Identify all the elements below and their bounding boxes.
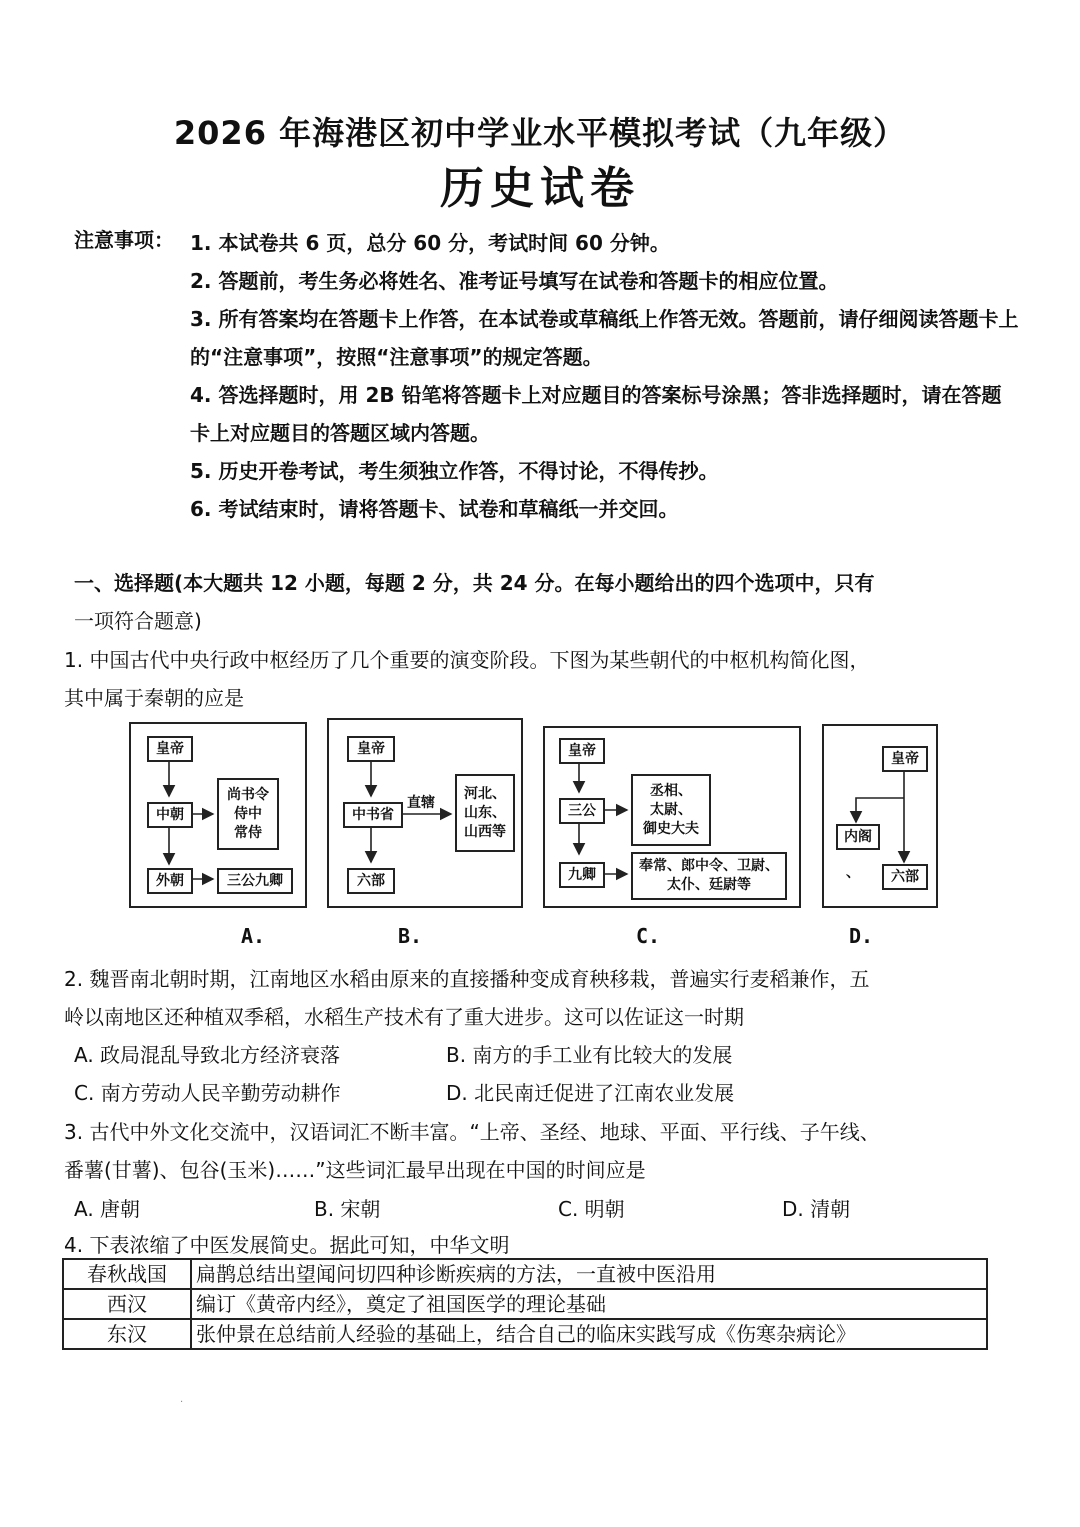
notice-item-5: 5. 历史开卷考试，考生须独立作答，不得讨论，不得传抄。 bbox=[190, 459, 719, 483]
q2-stem-line2: 岭以南地区还种植双季稻，水稻生产技术有了重大进步。这可以佐证这一时期 bbox=[64, 1005, 744, 1029]
notice-label: 注意事项： bbox=[74, 228, 174, 252]
c-nine-ministers-box: 九卿 bbox=[559, 862, 605, 888]
q3-option-c: C. 明朝 bbox=[558, 1197, 625, 1221]
b-ministries-box: 六部 bbox=[347, 868, 395, 894]
c-three-dukes-box: 三公 bbox=[559, 798, 605, 824]
c-emperor-box: 皇帝 bbox=[559, 738, 605, 764]
exam-subtitle: 历史试卷 bbox=[440, 163, 640, 214]
diagram-d bbox=[822, 724, 938, 908]
q2-option-b: B. 南方的手工业有比较大的发展 bbox=[446, 1043, 733, 1067]
notice-item-1: 1. 本试卷共 6 页，总分 60 分，考试时间 60 分钟。 bbox=[190, 231, 670, 255]
q3-option-b: B. 宋朝 bbox=[314, 1197, 381, 1221]
period-cell: 春秋战国 bbox=[63, 1259, 191, 1289]
q4-stem: 4. 下表浓缩了中医发展简史。据此可知，中华文明 bbox=[64, 1233, 510, 1257]
table-row bbox=[63, 1259, 987, 1289]
a-emperor-box: 皇帝 bbox=[147, 736, 193, 762]
q2-option-a: A. 政局混乱导致北方经济衰落 bbox=[74, 1043, 341, 1067]
table-row bbox=[63, 1289, 987, 1319]
option-d-letter: D. bbox=[849, 924, 874, 948]
footer-mark: . bbox=[180, 1394, 184, 1405]
option-a-letter: A. bbox=[241, 924, 266, 948]
q2-stem-line1: 2. 魏晋南北朝时期，江南地区水稻由原来的直接播种变成育秧移栽，普遍实行麦稻兼作，五 bbox=[64, 967, 870, 991]
medicine-history-table bbox=[62, 1258, 988, 1350]
q3-option-a: A. 唐朝 bbox=[74, 1197, 141, 1221]
table-row bbox=[63, 1319, 987, 1349]
period-cell: 西汉 bbox=[63, 1289, 191, 1319]
d-mark: 、 bbox=[846, 865, 860, 881]
q3-option-d: D. 清朝 bbox=[782, 1197, 851, 1221]
notice-item-2: 2. 答题前，考生务必将姓名、准考证号填写在试卷和答题卡的相应位置。 bbox=[190, 269, 839, 293]
b-direct-label: 直辖 bbox=[407, 795, 435, 811]
d-emperor-box: 皇帝 bbox=[882, 746, 928, 772]
diagram-a bbox=[129, 722, 307, 908]
q2-option-c: C. 南方劳动人民辛勤劳动耕作 bbox=[74, 1081, 341, 1105]
option-b-letter: B. bbox=[398, 924, 423, 948]
section-heading-line1: 一、选择题(本大题共 12 小题，每题 2 分，共 24 分。在每小题给出的四个选项中，只有 bbox=[74, 571, 875, 595]
a-outer-court-box: 外朝 bbox=[147, 868, 193, 894]
b-regions-box: 河北、 山东、 山西等 bbox=[455, 774, 515, 852]
b-secretariat-box: 中书省 bbox=[343, 802, 403, 828]
period-cell: 东汉 bbox=[63, 1319, 191, 1349]
event-cell: 编订《黄帝内经》，奠定了祖国医学的理论基础 bbox=[191, 1289, 987, 1319]
a-inner-officials-box: 尚书令 侍中 常侍 bbox=[217, 778, 279, 850]
option-c-letter: C. bbox=[636, 924, 661, 948]
section-heading-line2: 一项符合题意) bbox=[74, 609, 202, 633]
d-ministries-box: 六部 bbox=[882, 864, 928, 890]
q1-stem-line2: 其中属于秦朝的应是 bbox=[64, 686, 244, 710]
a-outer-officials-box: 三公九卿 bbox=[217, 868, 293, 894]
a-inner-court-box: 中朝 bbox=[147, 802, 193, 828]
q3-stem-line2: 番薯(甘薯)、包谷(玉米)……”这些词汇最早出现在中国的时间应是 bbox=[64, 1158, 646, 1182]
c-ministers-list-box: 奉常、郎中令、卫尉、 太仆、廷尉等 bbox=[631, 852, 787, 900]
d-cabinet-box: 内阁 bbox=[836, 824, 880, 850]
diagram-c bbox=[543, 726, 801, 908]
exam-title: 2026 年海港区初中学业水平模拟考试（九年级） bbox=[173, 114, 907, 152]
q2-option-d: D. 北民南迁促进了江南农业发展 bbox=[446, 1081, 735, 1105]
q3-stem-line1: 3. 古代中外文化交流中，汉语词汇不断丰富。“上帝、圣经、地球、平面、平行线、子午线、 bbox=[64, 1120, 880, 1144]
c-dukes-list-box: 丞相、 太尉、 御史大夫 bbox=[631, 774, 711, 846]
b-emperor-box: 皇帝 bbox=[347, 736, 395, 762]
notice-item-6: 6. 考试结束时，请将答题卡、试卷和草稿纸一并交回。 bbox=[190, 497, 679, 521]
notice-item-3: 3. 所有答案均在答题卡上作答，在本试卷或草稿纸上作答无效。答题前，请仔细阅读答题卡上的“注意事项”，按照“注意事项”的规定答题。 bbox=[190, 307, 1019, 369]
event-cell: 扁鹊总结出望闻问切四种诊断疾病的方法，一直被中医沿用 bbox=[191, 1259, 987, 1289]
q1-stem-line1: 1. 中国古代中央行政中枢经历了几个重要的演变阶段。下图为某些朝代的中枢机构简化图， bbox=[64, 648, 870, 672]
notice-item-4: 4. 答选择题时，用 2B 铅笔将答题卡上对应题目的答案标号涂黑；答非选择题时，请在答题卡上对应题目的答题区域内答题。 bbox=[190, 383, 1002, 445]
event-cell: 张仲景在总结前人经验的基础上，结合自己的临床实践写成《伤寒杂病论》 bbox=[191, 1319, 987, 1349]
diagram-b bbox=[327, 718, 523, 908]
